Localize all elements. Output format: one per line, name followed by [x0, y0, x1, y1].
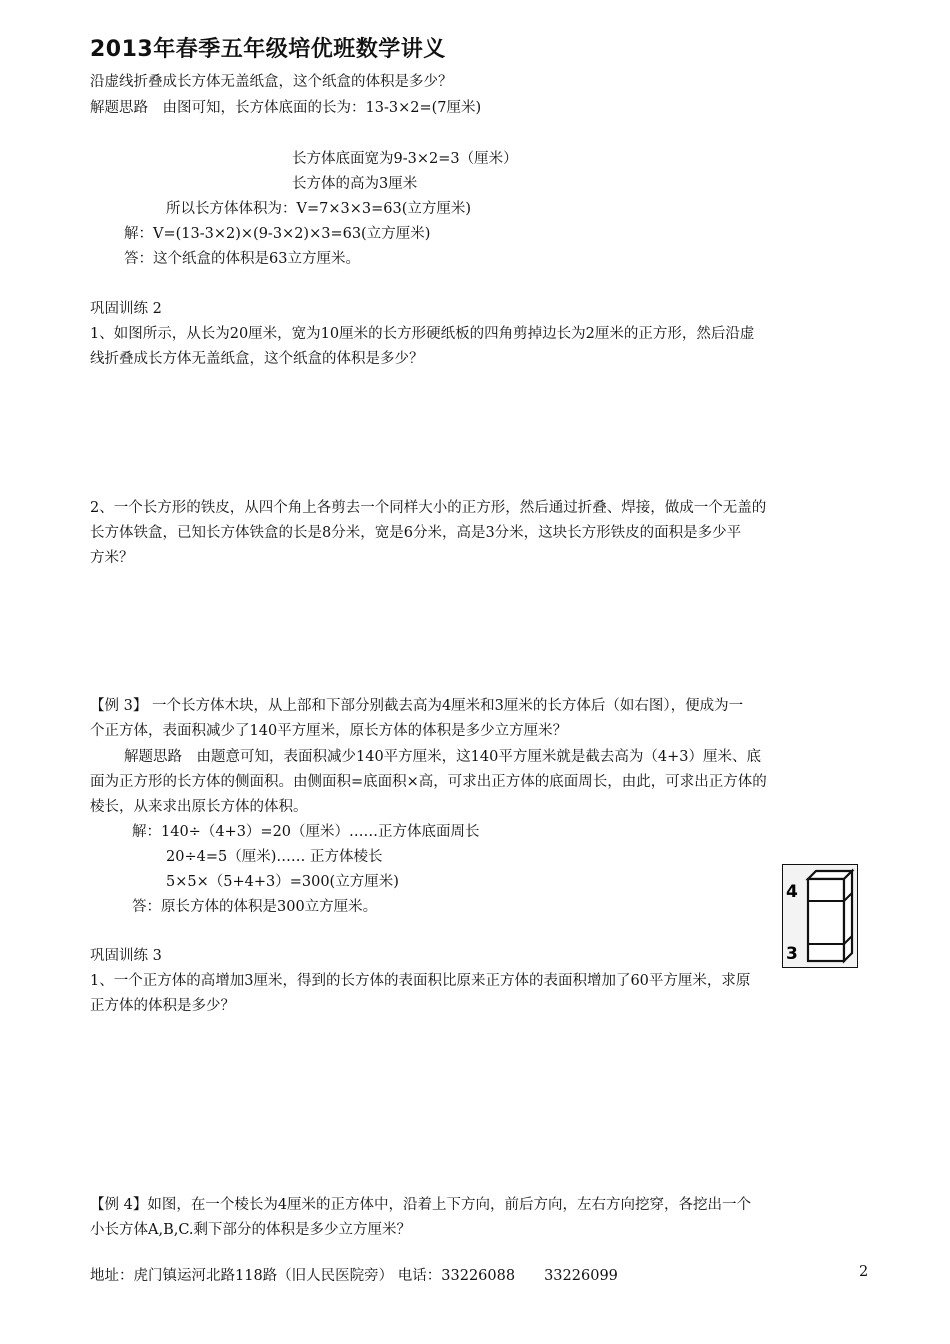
example-heading: 【例 3】 一个长方体木块，从上部和下部分别截去高为4厘米和3厘米的长方体后（如右图），便成为一 [90, 698, 744, 714]
page-number: 2 [859, 1264, 869, 1280]
example-heading: 【例 4】如图，在一个棱长为4厘米的正方体中，沿着上下方向，前后方向，左右方向挖穿，各挖出一个 [90, 1197, 752, 1213]
footer-address: 地址：虎门镇运河北路118路（旧人民医院旁） 电话：33226088 33226099 [90, 1268, 618, 1284]
text-line: 5×5×（5+4+3）=300(立方厘米) [166, 874, 399, 890]
text-line: 长方体底面宽为9-3×2=3（厘米） [292, 151, 518, 167]
text-line: 2、一个长方形的铁皮，从四个角上各剪去一个同样大小的正方形，然后通过折叠、焊接，做成一个无盖的 [90, 500, 767, 516]
text-line: 解：V=(13-3×2)×(9-3×2)×3=63(立方厘米) [124, 226, 431, 242]
text-line: 解题思路 由图可知，长方体底面的长为：13-3×2=(7厘米) [90, 100, 482, 116]
text-line: 20÷4=5（厘米)…… 正方体棱长 [166, 849, 383, 865]
text-line: 答：这个纸盒的体积是63立方厘米。 [124, 251, 360, 267]
text-line: 1、如图所示，从长为20厘米，宽为10厘米的长方形硬纸板的四角剪掉边长为2厘米的正方形，然后沿虚 [90, 326, 755, 342]
cuboid-figure [782, 864, 858, 968]
label-bottom-height: 3 [786, 944, 798, 964]
text-line: 长方体的高为3厘米 [292, 176, 418, 192]
page-title: 2013年春季五年级培优班数学讲义 [90, 37, 446, 62]
text-line: 长方体铁盒，已知长方体铁盒的长是8分米，宽是6分米，高是3分米，这块长方形铁皮的面积是多少平 [90, 525, 742, 541]
text-line: 面为正方形的长方体的侧面积。由侧面积=底面积×高，可求出正方体的底面周长，由此，可求出正方体的 [90, 774, 767, 790]
text-line: 棱长，从来求出原长方体的体积。 [90, 799, 308, 815]
text-line: 沿虚线折叠成长方体无盖纸盒，这个纸盒的体积是多少？ [90, 74, 453, 90]
text-line: 个正方体，表面积减少了140平方厘米，原长方体的体积是多少立方厘米？ [90, 723, 568, 739]
section-heading: 巩固训练 3 [90, 948, 162, 964]
section-heading: 巩固训练 2 [90, 301, 162, 317]
text-line: 解：140÷（4+3）=20（厘米）……正方体底面周长 [132, 824, 480, 840]
cuboid-front-face [808, 879, 844, 961]
text-line: 解题思路 由题意可知，表面积减少140平方厘米，这140平方厘米就是截去高为（4+3）厘米、底 [124, 749, 761, 765]
label-top-height: 4 [786, 882, 798, 902]
text-line: 线折叠成长方体无盖纸盒，这个纸盒的体积是多少？ [90, 351, 424, 367]
cuboid-side-face [844, 871, 852, 961]
text-line: 答：原长方体的体积是300立方厘米。 [132, 899, 378, 915]
text-line: 正方体的体积是多少？ [90, 998, 235, 1014]
text-line: 方米？ [90, 550, 134, 566]
text-line: 小长方体A,B,C.剩下部分的体积是多少立方厘米？ [90, 1222, 412, 1238]
text-line: 1、一个正方体的高增加3厘米，得到的长方体的表面积比原来正方体的表面积增加了60平方厘米，求原 [90, 973, 751, 989]
text-line: 所以长方体体积为：V=7×3×3=63(立方厘米) [166, 201, 472, 217]
